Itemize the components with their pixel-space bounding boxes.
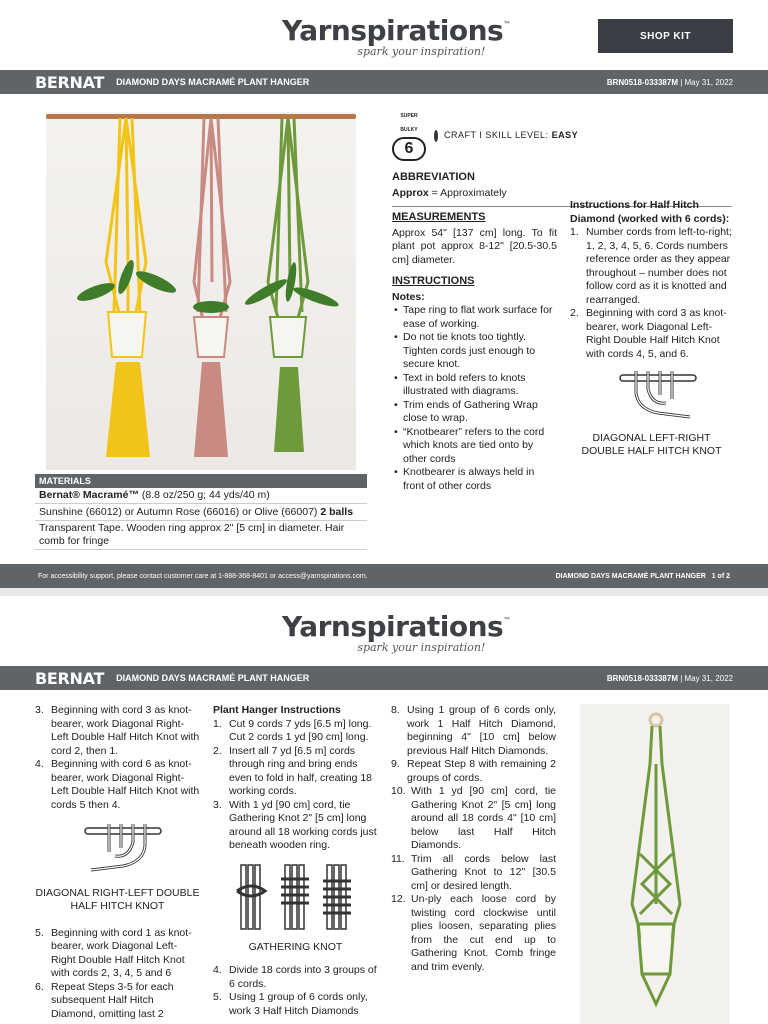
logo-text: Yarnspirations (282, 610, 504, 643)
yarnspirations-logo[interactable]: Yarnspirations™ spark your inspiration! (282, 610, 511, 654)
logo-text: Yarnspirations (282, 14, 504, 47)
note-item: • Trim ends of Gathering Wrap close to wrap. (392, 399, 557, 426)
step-item: 4. Beginning with cord 6 as knot-bearer, work Diagonal Right-Left Double Half Hitch Knot with cords 5 then 4. (35, 758, 200, 812)
abbreviation-term: Approx (392, 186, 429, 199)
logo-tagline: spark your inspiration! (357, 641, 486, 654)
step-item: 4. Divide 18 cords into 3 groups of 6 cords. (213, 964, 378, 991)
note-item: • Knotbearer is always held in front of other cords (392, 466, 557, 493)
pattern-title: DIAMOND DAYS MACRAMÉ PLANT HANGER (116, 673, 310, 683)
gathering-knot-caption: GATHERING KNOT (248, 941, 343, 953)
half-hitch-steps (570, 226, 733, 361)
yarn-quantity: 2 balls (320, 506, 354, 518)
hanger-heading: Plant Hanger Instructions (213, 704, 341, 716)
left-right-knot-caption: DIAGONAL LEFT-RIGHT DOUBLE HALF HITCH KNOT (581, 431, 722, 457)
middle-column (392, 110, 579, 493)
materials-extras: Transparent Tape. Wooden ring approx 2" [5 cm] in diameter. Hair comb for fringe (35, 521, 367, 550)
footer-title: DIAMOND DAYS MACRAMÉ PLANT HANGER (555, 572, 706, 580)
instructions-heading: INSTRUCTIONS (392, 275, 475, 287)
page2-column-2 (213, 704, 378, 1018)
yarn-weight-badge: SUPER BULKY 6 (392, 110, 426, 161)
step-item: 11. Trim all cords below last Gathering Knot to 12" [30.5 cm] or desired length. (391, 853, 556, 894)
pattern-code: BRN0518-033387M (606, 673, 678, 683)
page2-column-3 (391, 704, 556, 974)
half-hitch-heading: Instructions for Half Hitch Diamond (worked with 6 cords): (570, 199, 730, 225)
yarn-ball-icon (434, 130, 438, 142)
title-bar (0, 666, 768, 690)
skill-level: EASY (551, 129, 579, 140)
step-item: 10. With 1 yd [90 cm] cord, tie Gathering Knot 2" [5 cm] long around all 18 cords 4" [10 cm] below last Half Hitch Diamonds. (391, 785, 556, 853)
step-item: 1. Number cords from left-to-right; 1, 2, 3, 4, 5, 6. Cords numbers reference order as they appear throughout – number does not follow cord as it is knotted and rearranged. (570, 226, 733, 307)
page-header (0, 0, 768, 70)
step-item: 9. Repeat Step 8 with remaining 2 groups of cords. (391, 758, 556, 785)
note-item: • Text in bold refers to knots illustrated with diagrams. (392, 372, 557, 399)
left-right-knot-diagram (618, 369, 698, 421)
single-hanger-photo (580, 704, 730, 1024)
color-options: Sunshine (66012) or Autumn Rose (66016) or Olive (66007) (39, 506, 318, 518)
pattern-code: BRN0518-033387M (606, 77, 678, 87)
right-left-knot-caption: DIAGONAL RIGHT-LEFT DOUBLE HALF HITCH KNOT (35, 886, 200, 912)
step-item: 8. Using 1 group of 6 cords only, work 1 Half Hitch Diamond, beginning 4" [10 cm] below previous Half Hitch Diamonds. (391, 704, 556, 758)
step-item: 5. Using 1 group of 6 cords only, work 3 Half Hitch Diamonds (213, 991, 378, 1018)
gathering-knot-diagram (235, 861, 355, 933)
title-bar (0, 70, 768, 94)
step-item: 2. Beginning with cord 3 as knot-bearer, work Diagonal Left-Right Double Half Hitch Knot with cords 4, 5, and 6. (570, 307, 733, 361)
pattern-date: | May 31, 2022 (680, 673, 733, 683)
note-item: • Do not tie knots too tightly. Tighten cords just enough to secure knot. (392, 331, 557, 372)
measurements-text: Approx 54" [137 cm] long. To fit plant pot approx 8-12" [20.5-30.5 cm] diameter. (392, 226, 557, 266)
yarn-name: Bernat® Macramé™ (39, 489, 139, 501)
note-item: • “Knotbearer” refers to the cord which knots are tied onto by other cords (392, 426, 557, 467)
pattern-date: | May 31, 2022 (680, 77, 733, 87)
note-item: • Tape ring to flat work surface for ease of working. (392, 304, 557, 331)
abbreviation-heading: ABBREVIATION (392, 171, 475, 183)
shop-kit-button[interactable]: SHOP KIT (598, 19, 733, 53)
step-item: 5. Beginning with cord 1 as knot-bearer, work Diagonal Left-Right Double Half Hitch Knot with cords 2, 3, 4, 5 and 6 (35, 927, 200, 981)
plant-hanger-illustration (46, 112, 356, 470)
right-column (570, 199, 733, 458)
step-item: 3. Beginning with cord 3 as knot-bearer, work Diagonal Right-Left Double Half Hitch Knot with cord 2, then 1. (35, 704, 200, 758)
page-2 (0, 596, 768, 1024)
materials-heading: MATERIALS (35, 474, 367, 488)
logo-tagline: spark your inspiration! (357, 45, 486, 58)
page2-column-1 (35, 704, 200, 1021)
right-left-knot-diagram (83, 822, 163, 874)
page-header (0, 596, 768, 666)
page-number: 1 of 2 (711, 572, 730, 580)
materials-colors (35, 505, 367, 521)
abbreviation-meaning: = Approximately (431, 186, 507, 199)
product-photo (46, 112, 356, 470)
craft-label: CRAFT I SKILL LEVEL: (444, 129, 549, 140)
step-item: 1. Cut 9 cords 7 yds [6.5 m] long. Cut 2 cords 1 yd [90 cm] long. (213, 718, 378, 745)
pattern-title: DIAMOND DAYS MACRAMÉ PLANT HANGER (116, 77, 310, 87)
bernat-logo: BERNAT (35, 72, 105, 92)
notes-list (392, 304, 557, 493)
page-footer (0, 564, 768, 588)
step-item: 2. Insert all 7 yd [6.5 m] cords through ring and bring ends even to fold in half, creating 18 working cords. (213, 745, 378, 799)
accessibility-note: For accessibility support, please contact customer care at 1-888-368-8401 or access@yarnspirations.com. (38, 572, 368, 580)
step-item: 6. Repeat Steps 3-5 for each subsequent Half Hitch Diamond, omitting last 2 (35, 981, 200, 1022)
materials-yarn (35, 488, 367, 504)
measurements-heading: MEASUREMENTS (392, 211, 486, 223)
step-item: 12. Un-ply each loose cord by twisting cord clockwise until plies loosen, separating plies from the cut end up to Gathering Knot. Comb fringe and trim evenly. (391, 893, 556, 974)
yarn-detail: (8.8 oz/250 g; 44 yds/40 m) (141, 489, 270, 501)
step-item: 3. With 1 yd [90 cm] cord, tie Gathering Knot 2" [5 cm] long around all 18 working cords just beneath wooden ring. (213, 799, 378, 853)
notes-label: Notes: (392, 290, 425, 303)
skill-row (392, 110, 579, 161)
bernat-logo: BERNAT (35, 668, 105, 688)
yarnspirations-logo[interactable]: Yarnspirations™ spark your inspiration! (282, 14, 511, 58)
olive-hanger-illustration (580, 704, 730, 1024)
